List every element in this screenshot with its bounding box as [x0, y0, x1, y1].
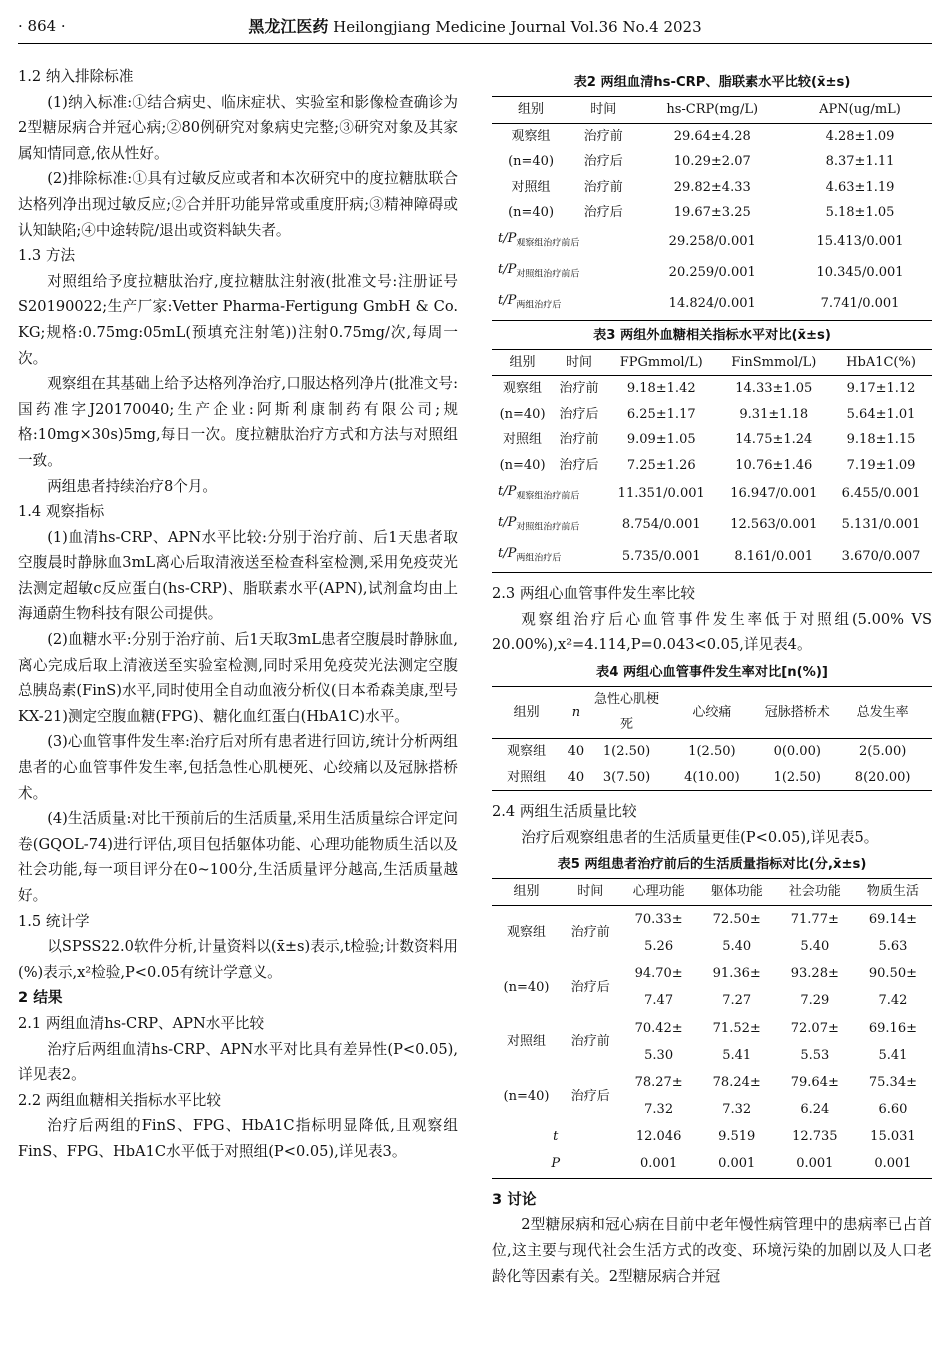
paragraph-duration: 两组患者持续治疗8个月。 [47, 477, 218, 495]
table-4-caption: 表4 两组心血管事件发生率对比[n(%)] [596, 664, 828, 680]
table-cell: 4.28±1.09 [825, 128, 895, 144]
table-cell: 1(2.50) [773, 769, 821, 785]
table-cell: 10.29±2.07 [673, 154, 751, 170]
table-cell: 7.32 [644, 1102, 674, 1118]
table-stat-label: t [553, 1129, 559, 1145]
table-cell: 29.64±4.28 [673, 128, 751, 144]
table-2-caption: 表2 两组血清hs-CRP、脂联素水平比较(x̄±s) [573, 75, 851, 90]
table-cell: 5.64±1.01 [846, 406, 916, 422]
table-cell: 40 [567, 744, 585, 760]
table-cell: 8.754/0.001 [621, 517, 701, 533]
table-cell: 5.41 [722, 1047, 752, 1063]
paragraph-result-2-2: 治疗后两组的FinS、FPG、HbA1C指标明显降低,且观察组FinS、FPG、HbA1C水平低于对照组(P<0.05),详见表3。 [18, 1117, 458, 1160]
table-row [492, 960, 932, 987]
table-cell: 69.16± [868, 1020, 917, 1036]
table-cell: 4.63±1.19 [825, 179, 895, 195]
table-header: 心理功能 [620, 879, 698, 906]
table-cell: 19.67±3.25 [673, 205, 751, 221]
table-cell: 14.824/0.001 [668, 296, 756, 312]
table-header: 时间 [561, 879, 620, 906]
table-stat-label: $t/P_{对照组治疗前后}$ [498, 514, 580, 533]
paragraph-result-2-1: 治疗后两组血清hs-CRP、APN水平对比具有差异性(P<0.05),详见表2。 [18, 1040, 458, 1084]
table-cell: 15.413/0.001 [816, 233, 904, 249]
paragraph-indicator-2: (2)血糖水平:分别于治疗前、后1天取3mL患者空腹晨时静脉血,离心完成后取上清液送至实验室检测,同时采用免疫荧光法测定空腹总胰岛素(FinS)水平,同时使用全自动血液分析仪(日本希森美康,型号KX-21)测定空腹血糖(FPG)、糖化血红蛋白(HbA1C)水平。 [18, 631, 458, 725]
table-header-row [492, 686, 932, 738]
table-header: 心绞痛 [663, 686, 762, 738]
table-cell: 2(5.00) [858, 744, 907, 760]
table-cell: 5.63 [878, 938, 908, 954]
table-cell: 10.76±1.46 [735, 457, 813, 473]
table-cell: 1(2.50) [602, 744, 651, 760]
table-row [492, 765, 932, 791]
table-cell: (n=40) [508, 205, 555, 221]
table-cell: 40 [567, 769, 585, 785]
table-row [492, 402, 932, 428]
journal-name-cn: 黑龙江医药 [248, 17, 329, 36]
table-header: 组别 [492, 686, 561, 738]
table-cell: 5.40 [800, 938, 830, 954]
table-3 [492, 349, 932, 574]
table-stat-row [492, 541, 932, 573]
table-cell: 7.19±1.09 [846, 457, 916, 473]
table-cell: 7.47 [644, 993, 674, 1009]
section-2-4-title: 2.4 两组生活质量比较 [492, 803, 637, 821]
table-cell: 8(20.00) [854, 769, 911, 785]
page-number: · 864 · [18, 17, 66, 35]
paragraph-inclusion: (1)纳入标准:①结合病史、临床症状、实验室和影像检查确诊为2型糖尿病合并冠心病;②80例研究对象病史完整;③研究对象及其家属知情同意,依从性好。 [18, 93, 458, 162]
table-header: 时间 [553, 349, 605, 376]
table-3-caption: 表3 两组外血糖相关指标水平对比(x̄±s) [593, 327, 831, 343]
table-cell: 6.60 [878, 1102, 908, 1118]
paragraph-control-method: 对照组给予度拉糖肽治疗,度拉糖肽注射液(批准文号:注册证号S20190022;生产厂家:Vetter Pharma-Fertigung GmbH & Co. KG;规格:0.75mg:05mL(预填充注射笔))注射0.75mg/次,每周一次。 [18, 272, 458, 367]
table-cell: 9.18±1.15 [846, 432, 916, 448]
table-cell: 观察组 [503, 381, 543, 397]
table-header: 组别 [492, 349, 553, 376]
table-header: FinSmmol/L) [718, 349, 831, 376]
table-cell: 70.42± [634, 1020, 683, 1036]
table-header: 社会功能 [776, 879, 854, 906]
table-cell: 对照组 [511, 179, 551, 195]
table-cell: 观察组 [506, 925, 546, 941]
table-row [492, 123, 932, 149]
table-row [492, 1069, 932, 1096]
table-cell: 79.64± [790, 1074, 839, 1090]
table-cell: 3(7.50) [602, 769, 651, 785]
table-cell: 15.031 [870, 1129, 916, 1145]
table-cell: 0(0.00) [773, 744, 821, 760]
table-header: APN(ug/mL) [788, 97, 932, 124]
table-stat-label: $t/P_{两组治疗后}$ [498, 545, 562, 564]
table-stat-row [492, 510, 932, 541]
paragraph-result-2-3: 观察组治疗后心血管事件发生率低于对照组(5.00% VS 20.00%),x²=4.114,P=0.043<0.05,详见表4。 [492, 610, 932, 654]
table-cell: 90.50± [868, 966, 917, 982]
section-3-title: 3 讨论 [492, 1190, 537, 1208]
table-cell: 12.563/0.001 [730, 517, 818, 533]
table-cell: (n=40) [503, 1088, 550, 1104]
table-header-row [492, 879, 932, 906]
table-stat-label: $t/P_{对照组治疗前后}$ [498, 262, 580, 280]
journal-title [0, 14, 950, 41]
table-5-caption: 表5 两组患者治疗前后的生活质量指标对比(分,x̄±s) [557, 857, 867, 873]
table-stat-label: $t/P_{观察组治疗前后}$ [498, 230, 580, 249]
table-cell: 治疗后 [583, 154, 623, 170]
table-header: hs-CRP(mg/L) [636, 97, 788, 124]
table-cell: 治疗前 [570, 925, 610, 941]
table-header: n [561, 686, 590, 738]
left-column [18, 64, 458, 1165]
table-cell: 治疗后 [583, 205, 623, 221]
paragraph-observation-method: 观察组在其基础上给予达格列净治疗,口服达格列净片(批准文号:国药准字J20170040;生产企业:阿斯利康制药有限公司;规格:10mg×30s)5mg,每日一次。度拉糖肽治疗方式和方法与对照组一致。 [18, 375, 458, 469]
table-cell: (n=40) [499, 457, 546, 473]
section-2-title: 2 结果 [18, 989, 63, 1007]
table-cell: 5.53 [800, 1047, 830, 1063]
table-cell: 7.25±1.26 [626, 457, 696, 473]
table-cell: 11.351/0.001 [617, 486, 705, 502]
paragraph-indicator-4: (4)生活质量:对比干预前后的生活质量,采用生活质量综合评定问卷(GQOL-74)进行评估,项目包括躯体功能、心理功能物质生活以及社会功能,每一项目评分在0~100分,生活质量评分越高,生活质量越好。 [18, 810, 458, 904]
table-cell: 治疗前 [559, 432, 599, 448]
table-cell: 0.001 [796, 1156, 834, 1172]
section-2-1-title: 2.1 两组血清hs-CRP、APN水平比较 [18, 1014, 265, 1032]
table-cell: 6.455/0.001 [841, 486, 921, 502]
table-cell: 7.29 [800, 993, 830, 1009]
paragraph-indicator-1: (1)血清hs-CRP、APN水平比较:分别于治疗前、后1天患者取空腹晨时静脉血3mL离心后取清液送至检查科室检测,采用免疫荧光法测定超敏c反应蛋白(hs-CRP)、脂联素水平(APN),试剂盒均由上海通蔚生物科技有限公司提供。 [18, 528, 458, 623]
section-1-5-title: 1.5 统计学 [18, 912, 90, 930]
table-4 [492, 686, 932, 791]
table-cell: 治疗前 [583, 179, 623, 195]
table-row [492, 200, 932, 226]
table-cell: 29.82±4.33 [673, 179, 751, 195]
table-row [492, 376, 932, 402]
table-cell: 0.001 [640, 1156, 678, 1172]
paragraph-result-2-4: 治疗后观察组患者的生活质量更佳(P<0.05),详见表5。 [521, 828, 879, 846]
table-cell: 治疗后 [559, 406, 599, 422]
table-cell: 治疗前 [559, 381, 599, 397]
right-column [492, 68, 932, 1289]
table-header-row [492, 97, 932, 124]
table-header-row [492, 349, 932, 376]
table-cell: 对照组 [507, 769, 547, 785]
table-cell: 5.735/0.001 [621, 548, 701, 564]
table-cell: 16.947/0.001 [730, 486, 818, 502]
section-1-2-title: 1.2 纳入排除标准 [18, 68, 134, 85]
table-stat-label: $t/P_{观察组治疗前后}$ [498, 483, 580, 502]
table-cell: 治疗前 [570, 1034, 610, 1050]
table-cell: 29.258/0.001 [668, 233, 756, 249]
table-cell: 治疗前 [583, 128, 623, 144]
table-cell: 7.42 [878, 993, 908, 1009]
table-cell: 5.30 [644, 1047, 674, 1063]
table-header: 急性心肌梗死 [591, 686, 663, 738]
table-cell: 78.27± [634, 1074, 683, 1090]
table-cell: 72.07± [790, 1020, 839, 1036]
table-cell: 治疗后 [570, 979, 610, 995]
table-cell: 93.28± [790, 966, 839, 982]
table-row [492, 906, 932, 934]
table-cell: 20.259/0.001 [668, 264, 756, 280]
table-stat-label: $t/P_{两组治疗后}$ [498, 293, 562, 311]
table-header: HbA1C(%) [830, 349, 932, 376]
section-2-2-title: 2.2 两组血糖相关指标水平比较 [18, 1091, 221, 1109]
table-cell: 治疗后 [570, 1088, 610, 1104]
table-cell: 7.741/0.001 [820, 296, 900, 312]
table-cell: 12.046 [635, 1129, 682, 1145]
table-cell: 5.26 [644, 938, 674, 954]
table-row [492, 739, 932, 765]
table-row [492, 175, 932, 201]
table-stat-row [492, 257, 932, 288]
table-cell: (n=40) [508, 154, 555, 170]
header-rule [18, 43, 932, 44]
table-cell: 91.36± [712, 966, 761, 982]
table-cell: 6.25±1.17 [626, 406, 696, 422]
table-cell: 4(10.00) [684, 769, 740, 785]
table-cell: 78.24± [712, 1074, 761, 1090]
table-cell: 94.70± [634, 966, 683, 982]
table-cell: 1(2.50) [688, 744, 736, 760]
table-cell: 0.001 [718, 1156, 756, 1172]
table-cell: 14.75±1.24 [735, 432, 813, 448]
table-cell: 观察组 [507, 744, 547, 760]
table-cell: 72.50± [712, 911, 761, 927]
table-header: 躯体功能 [698, 879, 776, 906]
table-stat-row [492, 479, 932, 510]
section-1-4-title: 1.4 观察指标 [18, 503, 105, 521]
table-header: 时间 [570, 97, 636, 124]
table-cell: 14.33±1.05 [735, 381, 813, 397]
table-stat-row [492, 226, 932, 257]
table-stat-label: P [551, 1156, 561, 1172]
page-header [0, 0, 950, 44]
table-cell: 71.77± [790, 911, 839, 927]
table-cell: 75.34± [868, 1074, 917, 1090]
table-cell: 5.41 [878, 1047, 908, 1063]
table-header: 组别 [492, 879, 561, 906]
table-cell: 5.131/0.001 [841, 517, 921, 533]
table-cell: 6.24 [800, 1102, 830, 1118]
table-row [492, 1015, 932, 1042]
table-header: 总发生率 [833, 686, 932, 738]
table-stat-row [492, 1151, 932, 1179]
journal-name-en: Heilongjiang Medicine Journal Vol.36 No.4 2023 [333, 18, 702, 36]
table-cell: 治疗后 [559, 457, 599, 473]
table-cell: (n=40) [499, 406, 546, 422]
table-cell: 70.33± [634, 911, 683, 927]
section-2-3-title: 2.3 两组心血管事件发生率比较 [492, 585, 695, 603]
paragraph-exclusion: (2)排除标准:①具有过敏反应或者和本次研究中的度拉糖肽联合达格列净出现过敏反应;②合并肝功能异常或重度肝病;③精神障碍或认知缺陷;④中途转院/退出或资料缺失者。 [18, 170, 458, 239]
table-row [492, 427, 932, 453]
table-row [492, 453, 932, 479]
table-cell: 9.519 [718, 1129, 756, 1145]
table-header: 组别 [492, 97, 570, 124]
section-1-3-title: 1.3 方法 [18, 247, 76, 265]
table-5 [492, 878, 932, 1178]
table-cell: 9.09±1.05 [626, 432, 696, 448]
table-cell: 8.161/0.001 [734, 548, 814, 564]
table-cell: 5.40 [722, 938, 752, 954]
table-cell: 7.32 [722, 1102, 752, 1118]
table-header: FPGmmol/L) [605, 349, 718, 376]
table-cell: 0.001 [874, 1156, 912, 1172]
table-cell: 12.735 [792, 1129, 838, 1145]
table-cell: 9.31±1.18 [739, 406, 809, 422]
table-cell: 观察组 [511, 128, 551, 144]
table-cell: 69.14± [868, 911, 917, 927]
table-cell: 3.670/0.007 [841, 548, 921, 564]
table-2 [492, 96, 932, 321]
table-cell: 5.18±1.05 [825, 205, 895, 221]
paragraph-discussion: 2型糖尿病和冠心病在目前中老年慢性病管理中的患病率已占首位,这主要与现代社会生活方式的改变、环境污染的加剧以及人口老龄化等因素有关。2型糖尿病合并冠 [492, 1216, 932, 1285]
table-cell: 10.345/0.001 [816, 264, 904, 280]
table-cell: 对照组 [503, 432, 543, 448]
table-cell: (n=40) [503, 979, 550, 995]
table-header: 冠脉搭桥术 [761, 686, 833, 738]
table-cell: 7.27 [722, 993, 752, 1009]
table-cell: 9.18±1.42 [626, 381, 696, 397]
table-header: 物质生活 [854, 879, 932, 906]
table-stat-row [492, 1124, 932, 1151]
table-row [492, 149, 932, 175]
table-cell: 9.17±1.12 [846, 381, 916, 397]
paragraph-indicator-3: (3)心血管事件发生率:治疗后对所有患者进行回访,统计分析两组患者的心血管事件发生率,包括急性心肌梗死、心绞痛以及冠脉搭桥术。 [18, 733, 458, 802]
table-cell: 71.52± [712, 1020, 761, 1036]
table-cell: 8.37±1.11 [825, 154, 895, 170]
table-stat-row [492, 288, 932, 320]
paragraph-statistics: 以SPSS22.0软件分析,计量资料以(x̄±s)表示,t检验;计数资料用(%)表示,x²检验,P<0.05有统计学意义。 [18, 938, 458, 981]
table-cell: 对照组 [506, 1034, 546, 1050]
